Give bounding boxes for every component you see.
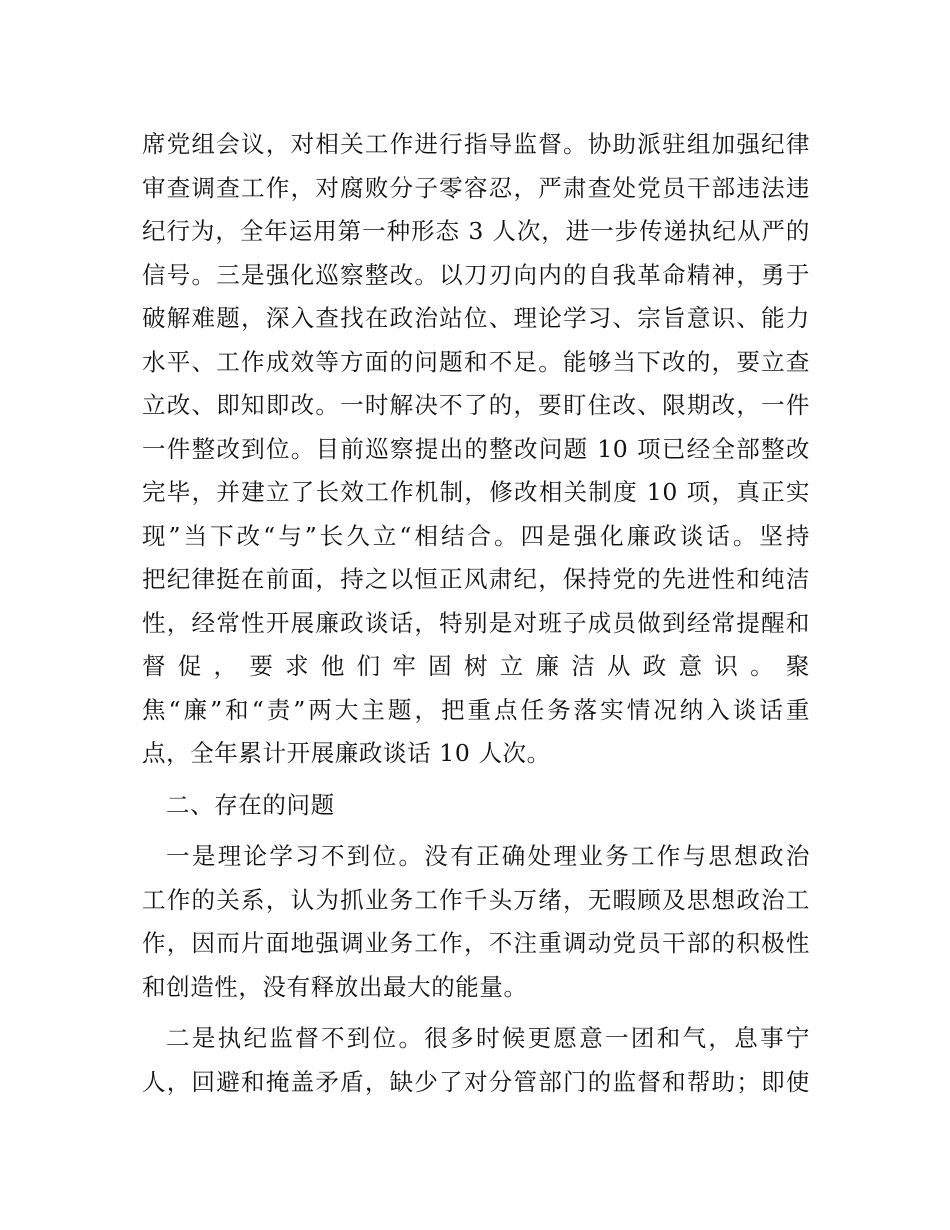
text-line: 席党组会议，对相关工作进行指导监督。协助派驻组加强纪律: [142, 130, 810, 158]
document-body: [142, 123, 810, 1104]
text-line: 信号。三是强化巡察整改。以刀刃向内的自我革命精神，勇于: [142, 260, 810, 289]
text-line: 水平、工作成效等方面的问题和不足。能够当下改的，要立查: [142, 347, 810, 376]
paragraph-supervision-summary: [142, 123, 810, 776]
paragraph-discipline-supervision: [142, 1017, 810, 1104]
text-line: 立改、即知即改。一时解决不了的，要盯住改、限期改，一件: [142, 391, 810, 419]
text-line: 作，因而片面地强调业务工作，不注重调动党员干部的积极性: [142, 929, 810, 957]
text-line: 现”当下改“与”长久立“相结合。四是强化廉政谈话。坚持: [142, 521, 810, 550]
text-line: 焦“廉”和“责”两大主题，把重点任务落实情况纳入谈话重: [142, 695, 810, 724]
paragraph-theory-study: [142, 835, 810, 1009]
text-line: 审查调查工作，对腐败分子零容忍，严肃查处党员干部违法违: [142, 173, 810, 202]
section-heading-problems: [142, 784, 810, 828]
text-line: 一是理论学习不到位。没有正确处理业务工作与思想政治: [166, 842, 810, 870]
text-line: 人，回避和掩盖矛盾，缺少了对分管部门的监督和帮助；即使: [142, 1067, 810, 1096]
text-line: 把纪律挺在前面，持之以恒正风肃纪，保持党的先进性和纯洁: [142, 565, 810, 593]
text-line: 纪行为，全年运用第一种形态 3 人次，进一步传递执纪从严的: [142, 217, 810, 245]
section-heading-text: 二、存在的问题: [166, 790, 335, 819]
text-line: 一件整改到位。目前巡察提出的整改问题 10 项已经全部整改: [142, 434, 810, 463]
text-line: 点，全年累计开展廉政谈话 10 人次。: [142, 739, 551, 767]
text-line: 二是执纪监督不到位。很多时候更愿意一团和气，息事宁: [166, 1024, 810, 1052]
text-line: 督 促 ， 要 求 他 们 牢 固 树 立 廉 洁 从 政 意 识 。 聚: [142, 652, 810, 680]
text-line: 破解难题，深入查找在政治站位、理论学习、宗旨意识、能力: [142, 304, 810, 332]
text-line: 和创造性，没有释放出最大的能量。: [142, 972, 528, 1001]
text-line: 性，经常性开展廉政谈话，特别是对班子成员做到经常提醒和: [142, 608, 810, 637]
text-line: 工作的关系，认为抓业务工作千头万绪，无暇顾及思想政治工: [142, 885, 810, 914]
text-line: 完毕，并建立了长效工作机制，修改相关制度 10 项，真正实: [142, 478, 810, 506]
